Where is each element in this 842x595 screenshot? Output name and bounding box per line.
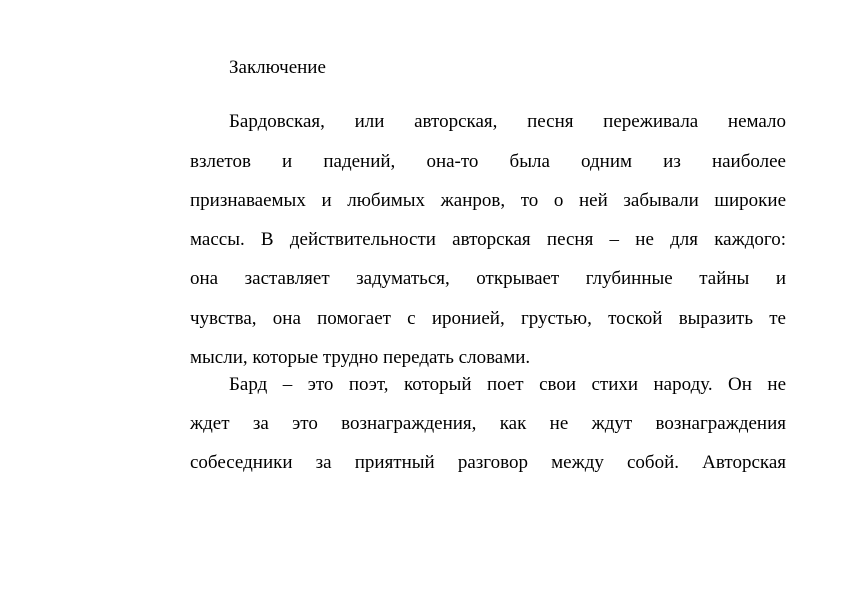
- paragraph-2-line-1: Бард – это поэт, который поет свои стихи народу. Он не: [229, 374, 786, 395]
- paragraph-2-line-2: ждет за это вознаграждения, как не ждут вознаграждения: [190, 413, 786, 434]
- paragraph-2-line-3: собеседники за приятный разговор между собой. Авторская: [190, 452, 786, 473]
- section-heading: Заключение: [229, 57, 326, 78]
- paragraph-1-line-6: чувства, она помогает с иронией, грустью, тоской выразить те: [190, 308, 786, 329]
- paragraph-1-line-3: признаваемых и любимых жанров, то о ней забывали широкие: [190, 190, 786, 211]
- paragraph-1-line-5: она заставляет задуматься, открывает глубинные тайны и: [190, 268, 786, 289]
- paragraph-1-line-2: взлетов и падений, она-то была одним из наиболее: [190, 151, 786, 172]
- paragraph-1-line-1: Бардовская, или авторская, песня переживала немало: [229, 111, 786, 132]
- paragraph-1-line-7: мысли, которые трудно передать словами.: [190, 347, 531, 368]
- paragraph-1-line-4: массы. В действительности авторская песня – не для каждого:: [190, 229, 786, 250]
